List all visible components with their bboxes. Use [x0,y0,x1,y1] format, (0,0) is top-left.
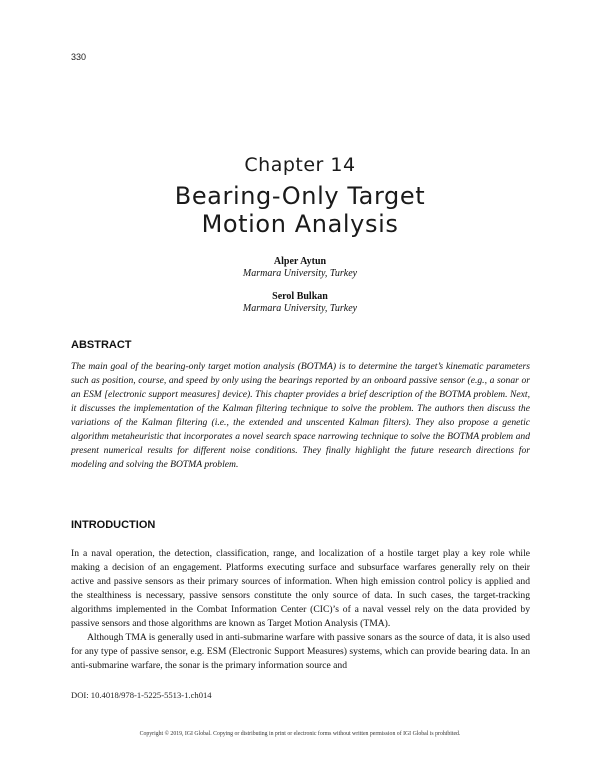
author-block [0,256,600,280]
page-number: 330 [71,52,87,62]
abstract-text: The main goal of the bearing-only target motion analysis (BOTMA) is to determine the target’s kinematic parameters such as position, course, and speed by only using the bearings reported by an onboard passive sensor (e.g., a sonar or an ESM [electronic support measures] device). This chapter provides a brief description of the BOTMA problem. Next, it discusses the implementation of the Kalman filtering technique to solve the problem. The authors then discuss the variations of the Kalman filtering (i.e., the extended and unscented Kalman filters). They also propose a genetic algorithm metaheuristic that incorporates a novel search space narrowing technique to solve the BOTMA problem and present numerical results for different noise conditions. They finally highlight the future research directions for modeling and solving the BOTMA problem. [71,361,530,470]
introduction-body [71,547,530,673]
paragraph: In a naval operation, the detection, classification, range, and localization of a hostile target play a key role while making a decision of an engagement. Platforms executing surface and subsurface warfares generally rely on their active and passive sensors as their primary sources of information. When high emission control policy is applied and the stealthiness is necessary, passive sensors constitute the only source of data. In such cases, the target-tracking algorithms implemented in the Combat Information Center (CIC)’s of a naval vessel rely on the data provided by passive sensors and those algorithms are known as Target Motion Analysis (TMA). [71,548,530,629]
doi: DOI: 10.4018/978-1-5225-5513-1.ch014 [71,690,212,700]
paragraph: Although TMA is generally used in anti-submarine warfare with passive sonars as the source of data, it is also used for any type of passive sensor, e.g. ESM (Electronic Support Measures) systems, which can provide bearing data. In an anti-submarine warfare, the sonar is the primary information source and [71,632,530,671]
chapter-label: Chapter 14 [244,154,356,176]
abstract-heading: ABSTRACT [71,339,132,351]
author-name: Alper Aytun [273,256,327,267]
copyright-notice: Copyright © 2019, IGI Global. Copying or distributing in print or electronic forms without written permission of IGI Global is prohibited. [139,731,461,737]
introduction-heading: INTRODUCTION [71,519,156,531]
chapter-title-line-2: Motion Analysis [201,210,399,238]
chapter-title-line-1: Bearing-Only Target [174,182,426,210]
author-affiliation: Marmara University, Turkey [242,303,358,314]
author-name: Serol Bulkan [272,291,328,302]
author-block [0,291,600,315]
chapter-title [0,182,600,238]
author-affiliation: Marmara University, Turkey [242,268,358,279]
